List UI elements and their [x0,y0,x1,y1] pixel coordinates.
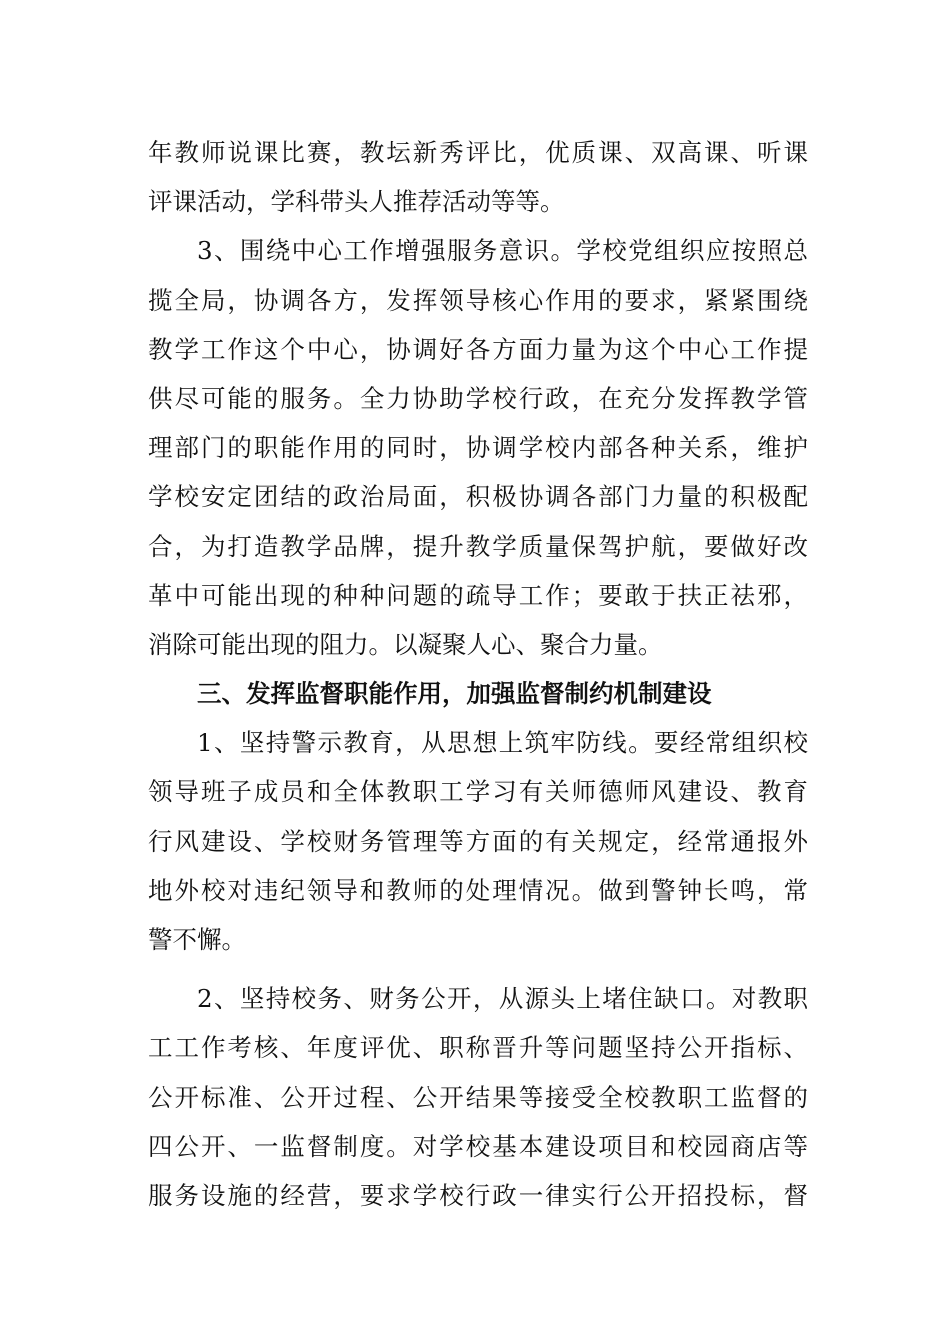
text-line: 领导班子成员和全体教职工学习有关师德师风建设、教育 [148,777,808,807]
text-line: 学校安定团结的政治局面，积极协调各部门力量的积极配 [148,482,808,512]
paragraph [148,718,808,964]
text-line: 消除可能出现的阻力。以凝聚人心、聚合力量。 [148,629,663,659]
text-line: 地外校对违纪领导和教师的处理情况。做到警钟长鸣，常 [148,875,808,905]
text-line: 服务设施的经营，要求学校行政一律实行公开招投标，督 [148,1180,808,1210]
text-line: 公开标准、公开过程、公开结果等接受全校教职工监督的 [148,1082,808,1112]
paragraph [148,974,808,1220]
section-heading-text: 三、发挥监督职能作用，加强监督制约机制建设 [197,679,712,709]
text-line: 2、坚持校务、财务公开，从源头上堵住缺口。对教职 [197,984,808,1014]
text-line: 3、围绕中心工作增强服务意识。学校党组织应按照总 [197,236,808,266]
text-line: 评课活动，学科带头人推荐活动等等。 [148,187,565,217]
text-line: 革中可能出现的种种问题的疏导工作；要敢于扶正祛邪， [148,580,808,610]
section-heading [148,669,808,718]
text-line: 教学工作这个中心，协调好各方面力量为这个中心工作提 [148,334,808,364]
text-line: 行风建设、学校财务管理等方面的有关规定，经常通报外 [148,826,808,856]
text-line: 理部门的职能作用的同时，协调学校内部各种关系，维护 [148,433,808,463]
paragraph [148,226,808,669]
paragraph [148,128,808,226]
text-line: 工工作考核、年度评优、职称晋升等问题坚持公开指标、 [148,1033,808,1063]
text-line: 年教师说课比赛，教坛新秀评比，优质课、双高课、听课 [148,138,808,167]
text-line: 1、坚持警示教育，从思想上筑牢防线。要经常组织校 [197,728,808,758]
text-line: 揽全局，协调各方，发挥领导核心作用的要求，紧紧围绕 [148,285,808,315]
text-line: 合，为打造教学品牌，提升教学质量保驾护航，要做好改 [148,531,808,561]
paragraph-spacer [148,964,808,974]
document-body [148,128,808,1220]
text-line: 警不懈。 [148,925,246,954]
text-line: 四公开、一监督制度。对学校基本建设项目和校园商店等 [148,1131,808,1161]
text-line: 供尽可能的服务。全力协助学校行政，在充分发挥教学管 [148,383,808,413]
